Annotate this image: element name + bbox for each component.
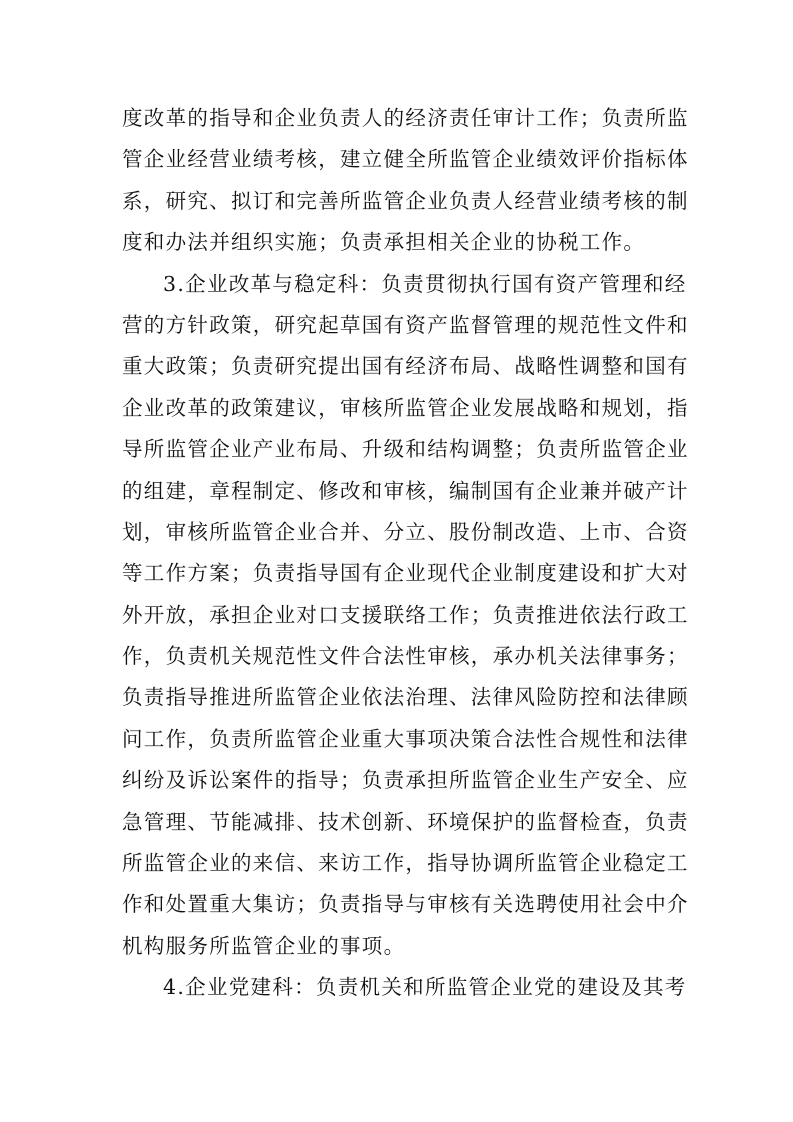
text-line: 营的方针政策，研究起草国有资产监督管理的规范性文件和: [122, 312, 689, 337]
text-line: 所监管企业的来信、来访工作，指导协调所监管企业稳定工: [122, 851, 689, 876]
text-line: 重大政策；负责研究提出国有经济布局、战略性调整和国有: [122, 354, 689, 379]
text-line: 急管理、节能减排、技术创新、环境保护的监督检查，负责: [122, 809, 689, 834]
text-line: 作，负责机关规范性文件合法性审核，承办机关法律事务；: [122, 644, 689, 669]
section-3-heading-line: 3.企业改革与稳定科：负责贯彻执行国有资产管理和经: [163, 271, 687, 296]
text-line: 机构服务所监管企业的事项。: [122, 933, 406, 958]
text-line: 导所监管企业产业布局、升级和结构调整；负责所监管企业: [122, 437, 689, 462]
text-line: 负责指导推进所监管企业依法治理、法律风险防控和法律顾: [122, 685, 689, 710]
text-line: 管企业经营业绩考核，建立健全所监管企业绩效评价指标体: [122, 147, 689, 172]
body-text: [122, 98, 689, 1009]
text-line: 系，研究、拟订和完善所监管企业负责人经营业绩考核的制: [122, 188, 689, 213]
text-line: 企业改革的政策建议，审核所监管企业发展战略和规划，指: [122, 395, 689, 420]
text-line: 问工作，负责所监管企业重大事项决策合法性合规性和法律: [122, 726, 689, 751]
text-line: 的组建，章程制定、修改和审核，编制国有企业兼并破产计: [122, 478, 689, 503]
text-line: 等工作方案；负责指导国有企业现代企业制度建设和扩大对: [122, 561, 689, 586]
text-line: 纠纷及诉讼案件的指导；负责承担所监管企业生产安全、应: [122, 768, 689, 793]
text-line: 外开放，承担企业对口支援联络工作；负责推进依法行政工: [122, 602, 689, 627]
section-4-heading-line: 4.企业党建科：负责机关和所监管企业党的建设及其考: [163, 975, 687, 1000]
text-line: 度改革的指导和企业负责人的经济责任审计工作；负责所监: [122, 106, 689, 130]
text-line: 作和处置重大集访；负责指导与审核有关选聘使用社会中介: [122, 892, 689, 917]
text-line: 度和办法并组织实施；负责承担相关企业的协税工作。: [122, 230, 646, 255]
text-line: 划，审核所监管企业合并、分立、股份制改造、上市、合资: [122, 519, 689, 544]
